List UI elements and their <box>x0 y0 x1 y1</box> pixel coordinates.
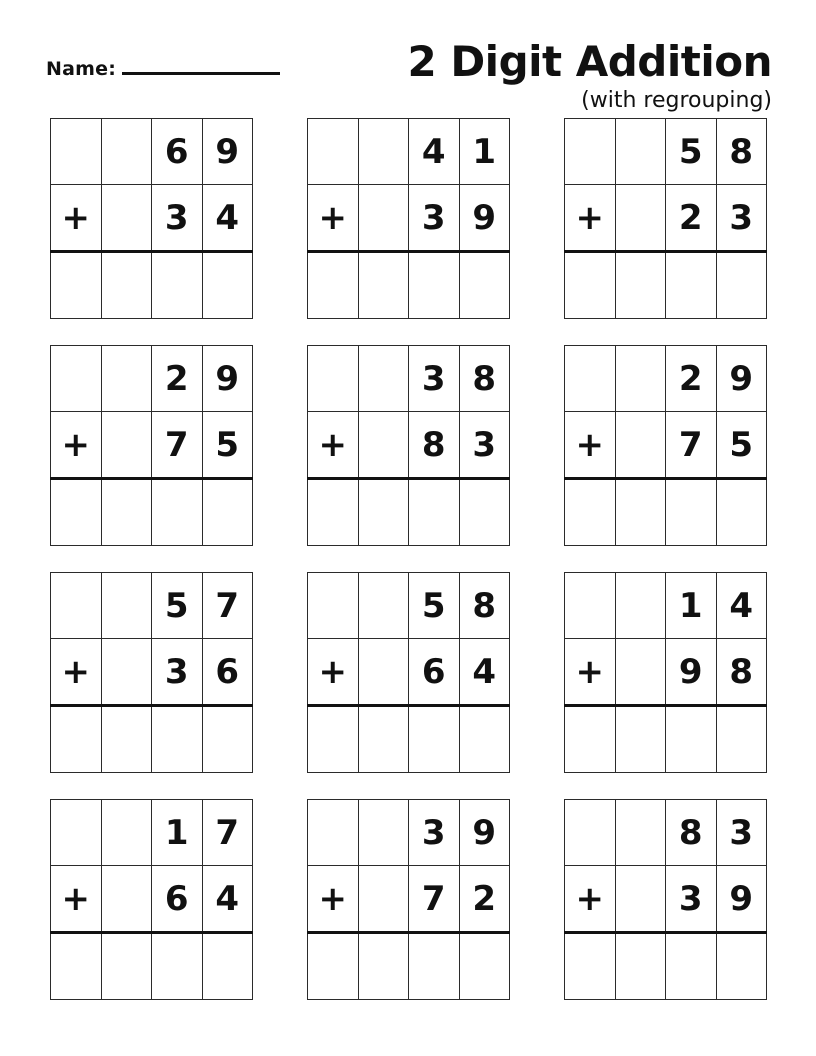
answer-row[interactable] <box>565 706 767 773</box>
cell-ones: 9 <box>716 866 767 933</box>
cell-operator: + <box>308 412 359 479</box>
cell-ones: 3 <box>716 800 767 866</box>
addend-top-row <box>565 119 767 185</box>
cell <box>615 185 666 252</box>
cell-tens: 3 <box>152 639 203 706</box>
cell <box>101 866 152 933</box>
cell-ones: 4 <box>716 573 767 639</box>
name-label: Name: <box>46 58 117 80</box>
addend-top-row <box>51 800 253 866</box>
cell-ones: 7 <box>202 800 253 866</box>
cell <box>615 866 666 933</box>
cell-operator: + <box>565 185 616 252</box>
answer-row[interactable] <box>51 479 253 546</box>
problem-7 <box>50 572 248 773</box>
cell-operator: + <box>308 185 359 252</box>
answer-cell[interactable] <box>409 933 460 1000</box>
answer-cell[interactable] <box>202 706 253 773</box>
answer-row[interactable] <box>51 252 253 319</box>
answer-cell[interactable] <box>358 706 409 773</box>
answer-cell[interactable] <box>716 479 767 546</box>
answer-cell[interactable] <box>152 706 203 773</box>
problem-4 <box>50 345 248 546</box>
addend-bottom-row <box>308 866 510 933</box>
cell-tens: 3 <box>666 866 717 933</box>
answer-cell[interactable] <box>358 933 409 1000</box>
cell-ones: 9 <box>716 346 767 412</box>
problem-2 <box>307 118 505 319</box>
answer-row[interactable] <box>565 479 767 546</box>
answer-cell[interactable] <box>459 479 510 546</box>
problem-grid <box>564 118 767 319</box>
addend-top-row <box>565 573 767 639</box>
problem-row <box>0 572 816 773</box>
addend-bottom-row <box>565 866 767 933</box>
cell-tens: 6 <box>409 639 460 706</box>
answer-row[interactable] <box>308 252 510 319</box>
addend-bottom-row <box>565 185 767 252</box>
cell <box>358 412 409 479</box>
cell-ones: 4 <box>459 639 510 706</box>
answer-cell[interactable] <box>202 933 253 1000</box>
addend-bottom-row <box>51 639 253 706</box>
cell <box>358 573 409 639</box>
problem-grid <box>307 572 510 773</box>
answer-row[interactable] <box>565 252 767 319</box>
cell <box>615 573 666 639</box>
cell <box>101 119 152 185</box>
answer-cell[interactable] <box>51 252 102 319</box>
cell-ones: 3 <box>459 412 510 479</box>
page-title: 2 Digit Addition <box>407 37 772 86</box>
answer-cell[interactable] <box>152 933 203 1000</box>
problem-row <box>0 118 816 319</box>
answer-cell[interactable] <box>101 933 152 1000</box>
cell <box>358 866 409 933</box>
cell-operator: + <box>51 185 102 252</box>
cell <box>101 639 152 706</box>
cell-ones: 5 <box>716 412 767 479</box>
answer-cell[interactable] <box>716 252 767 319</box>
problem-grid <box>50 345 253 546</box>
answer-row[interactable] <box>51 706 253 773</box>
answer-cell[interactable] <box>101 706 152 773</box>
problem-grid <box>564 572 767 773</box>
problem-9 <box>564 572 762 773</box>
addend-bottom-row <box>51 185 253 252</box>
answer-cell[interactable] <box>358 479 409 546</box>
addend-top-row <box>565 346 767 412</box>
problem-grid <box>50 572 253 773</box>
cell-ones: 9 <box>459 185 510 252</box>
cell-tens: 2 <box>152 346 203 412</box>
cell-tens: 7 <box>152 412 203 479</box>
cell-tens: 2 <box>666 346 717 412</box>
problem-8 <box>307 572 505 773</box>
cell <box>101 573 152 639</box>
answer-cell[interactable] <box>308 933 359 1000</box>
cell-operator: + <box>51 866 102 933</box>
cell-ones: 4 <box>202 866 253 933</box>
cell <box>358 800 409 866</box>
cell-tens: 3 <box>152 185 203 252</box>
cell-tens: 5 <box>409 573 460 639</box>
answer-cell[interactable] <box>152 252 203 319</box>
answer-cell[interactable] <box>358 252 409 319</box>
addend-top-row <box>308 573 510 639</box>
cell <box>565 800 616 866</box>
answer-cell[interactable] <box>565 933 616 1000</box>
cell-tens: 7 <box>666 412 717 479</box>
cell-ones: 5 <box>202 412 253 479</box>
cell-tens: 1 <box>152 800 203 866</box>
cell-ones: 4 <box>202 185 253 252</box>
answer-row[interactable] <box>308 706 510 773</box>
cell-ones: 9 <box>202 346 253 412</box>
title-block <box>407 37 772 114</box>
problem-grid <box>564 799 767 1000</box>
cell-tens: 7 <box>409 866 460 933</box>
problem-10 <box>50 799 248 1000</box>
answer-cell[interactable] <box>308 479 359 546</box>
cell <box>358 185 409 252</box>
cell-ones: 6 <box>202 639 253 706</box>
problem-3 <box>564 118 762 319</box>
answer-cell[interactable] <box>152 479 203 546</box>
answer-cell[interactable] <box>308 706 359 773</box>
cell <box>51 119 102 185</box>
cell-tens: 4 <box>409 119 460 185</box>
answer-cell[interactable] <box>666 252 717 319</box>
cell <box>51 346 102 412</box>
cell <box>308 346 359 412</box>
cell <box>101 346 152 412</box>
answer-row[interactable] <box>308 479 510 546</box>
answer-cell[interactable] <box>666 706 717 773</box>
problem-12 <box>564 799 762 1000</box>
answer-cell[interactable] <box>459 933 510 1000</box>
addend-top-row <box>308 346 510 412</box>
cell-tens: 6 <box>152 866 203 933</box>
cell <box>308 119 359 185</box>
cell <box>308 800 359 866</box>
answer-cell[interactable] <box>409 479 460 546</box>
problem-grid <box>307 118 510 319</box>
addend-bottom-row <box>308 412 510 479</box>
answer-cell[interactable] <box>615 706 666 773</box>
problems-sheet <box>0 118 816 1026</box>
name-field-block <box>46 58 280 80</box>
problem-grid <box>50 118 253 319</box>
addend-bottom-row <box>51 866 253 933</box>
answer-cell[interactable] <box>666 933 717 1000</box>
cell <box>615 346 666 412</box>
addend-top-row <box>51 119 253 185</box>
problem-row <box>0 799 816 1000</box>
answer-cell[interactable] <box>716 933 767 1000</box>
answer-cell[interactable] <box>666 479 717 546</box>
answer-row[interactable] <box>565 933 767 1000</box>
addend-top-row <box>308 800 510 866</box>
cell-operator: + <box>308 639 359 706</box>
answer-cell[interactable] <box>459 252 510 319</box>
cell-operator: + <box>308 866 359 933</box>
answer-cell[interactable] <box>565 706 616 773</box>
answer-cell[interactable] <box>615 479 666 546</box>
cell-ones: 7 <box>202 573 253 639</box>
answer-cell[interactable] <box>51 479 102 546</box>
cell <box>358 346 409 412</box>
addend-bottom-row <box>565 412 767 479</box>
worksheet-header <box>0 0 816 120</box>
answer-cell[interactable] <box>308 252 359 319</box>
addend-bottom-row <box>308 185 510 252</box>
addend-top-row <box>565 800 767 866</box>
cell-ones: 8 <box>716 639 767 706</box>
cell <box>615 639 666 706</box>
cell-tens: 5 <box>152 573 203 639</box>
addend-top-row <box>51 573 253 639</box>
answer-cell[interactable] <box>409 706 460 773</box>
problem-11 <box>307 799 505 1000</box>
answer-cell[interactable] <box>409 252 460 319</box>
cell-ones: 3 <box>716 185 767 252</box>
cell <box>308 573 359 639</box>
cell-tens: 3 <box>409 185 460 252</box>
cell-operator: + <box>565 412 616 479</box>
cell-tens: 9 <box>666 639 717 706</box>
answer-cell[interactable] <box>202 252 253 319</box>
answer-cell[interactable] <box>459 706 510 773</box>
name-write-line[interactable] <box>122 71 280 75</box>
answer-cell[interactable] <box>101 252 152 319</box>
answer-cell[interactable] <box>565 252 616 319</box>
cell-ones: 9 <box>459 800 510 866</box>
page-subtitle: (with regrouping) <box>581 88 772 114</box>
answer-cell[interactable] <box>615 252 666 319</box>
cell-ones: 2 <box>459 866 510 933</box>
cell <box>565 573 616 639</box>
cell-operator: + <box>51 639 102 706</box>
cell-tens: 5 <box>666 119 717 185</box>
cell-tens: 2 <box>666 185 717 252</box>
addend-bottom-row <box>51 412 253 479</box>
cell-tens: 1 <box>666 573 717 639</box>
cell <box>101 412 152 479</box>
answer-row[interactable] <box>51 933 253 1000</box>
answer-cell[interactable] <box>51 706 102 773</box>
problem-6 <box>564 345 762 546</box>
cell <box>101 185 152 252</box>
answer-cell[interactable] <box>716 706 767 773</box>
cell <box>615 412 666 479</box>
answer-cell[interactable] <box>615 933 666 1000</box>
cell-tens: 8 <box>409 412 460 479</box>
answer-cell[interactable] <box>101 479 152 546</box>
cell-ones: 8 <box>716 119 767 185</box>
problem-row <box>0 345 816 546</box>
cell-operator: + <box>565 639 616 706</box>
addend-top-row <box>308 119 510 185</box>
cell-tens: 3 <box>409 346 460 412</box>
problem-grid <box>307 799 510 1000</box>
cell-operator: + <box>565 866 616 933</box>
problem-grid <box>564 345 767 546</box>
addend-top-row <box>51 346 253 412</box>
cell <box>51 573 102 639</box>
answer-cell[interactable] <box>202 479 253 546</box>
cell <box>615 800 666 866</box>
cell-tens: 3 <box>409 800 460 866</box>
addend-bottom-row <box>565 639 767 706</box>
problem-grid <box>50 799 253 1000</box>
answer-cell[interactable] <box>565 479 616 546</box>
cell <box>565 119 616 185</box>
cell <box>358 639 409 706</box>
cell-ones: 9 <box>202 119 253 185</box>
cell-ones: 8 <box>459 346 510 412</box>
answer-row[interactable] <box>308 933 510 1000</box>
cell <box>101 800 152 866</box>
cell-operator: + <box>51 412 102 479</box>
problem-grid <box>307 345 510 546</box>
answer-cell[interactable] <box>51 933 102 1000</box>
cell-tens: 8 <box>666 800 717 866</box>
cell-tens: 6 <box>152 119 203 185</box>
cell <box>51 800 102 866</box>
cell <box>615 119 666 185</box>
cell <box>565 346 616 412</box>
problem-1 <box>50 118 248 319</box>
cell <box>358 119 409 185</box>
addend-bottom-row <box>308 639 510 706</box>
cell-ones: 8 <box>459 573 510 639</box>
cell-ones: 1 <box>459 119 510 185</box>
problem-5 <box>307 345 505 546</box>
